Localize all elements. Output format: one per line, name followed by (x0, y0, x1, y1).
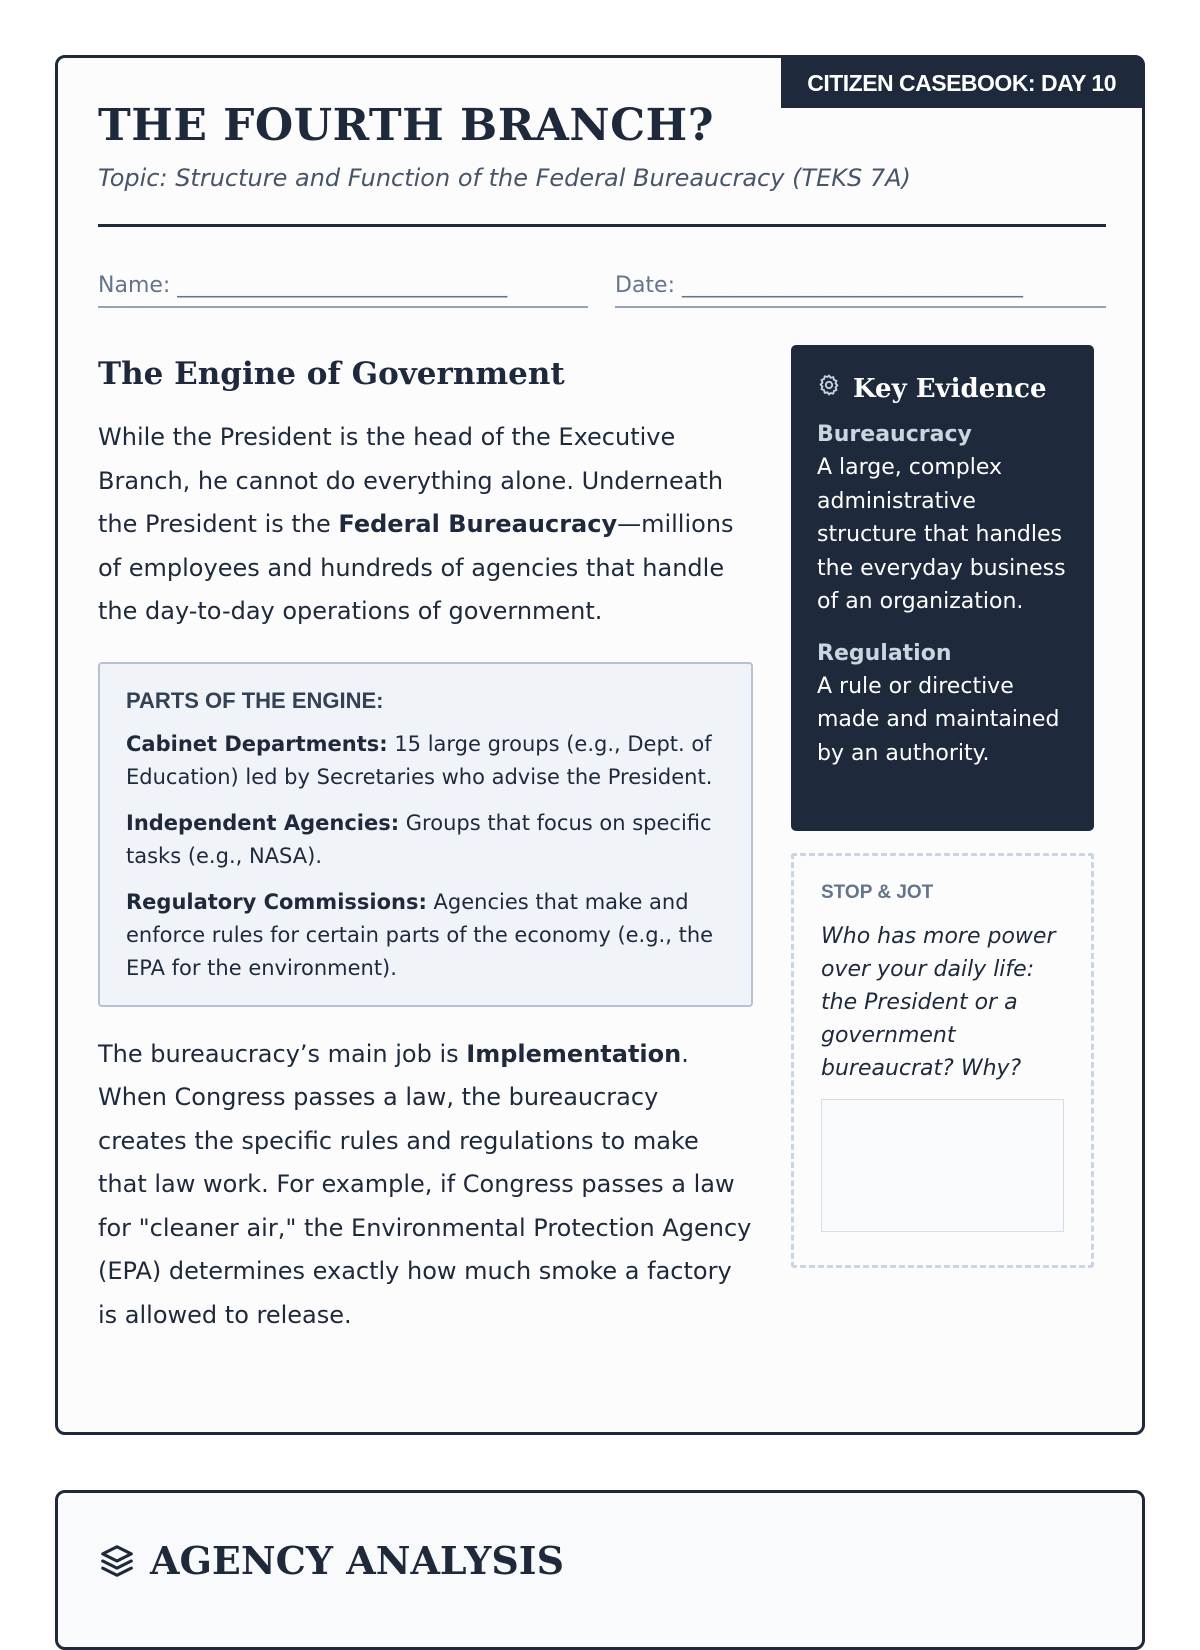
part-term: Independent Agencies: (126, 810, 400, 835)
agency-analysis-card (55, 1490, 1145, 1650)
closing-paragraph (98, 1033, 753, 1338)
layers-icon (98, 1542, 136, 1580)
evidence-definition: A large, complex administrative structure that handles the everyday business of an organization. (817, 455, 1066, 614)
intro-bold-term: Federal Bureaucracy (338, 510, 618, 538)
intro-text-start: While the President is the head of the Executive Branch, he cannot do everything alone. Underneath the President is the (98, 423, 724, 538)
part-item (126, 807, 725, 873)
intro-paragraph (98, 416, 753, 634)
evidence-term: Bureaucracy (817, 422, 972, 447)
gear-icon (817, 373, 841, 404)
part-term: Cabinet Departments: (126, 731, 388, 756)
closing-bold-term: Implementation (466, 1039, 682, 1068)
section-heading: The Engine of Government (98, 356, 565, 392)
casebook-card (55, 55, 1145, 1435)
part-item (126, 728, 725, 794)
evidence-term: Regulation (817, 640, 952, 666)
page-subtitle: Topic: Structure and Function of the Federal Bureaucracy (TEKS 7A) (98, 164, 911, 192)
key-evidence-panel (791, 345, 1094, 831)
answer-field[interactable] (821, 1099, 1064, 1232)
title-divider (98, 224, 1106, 227)
main-column (98, 356, 753, 1337)
stop-and-jot-heading: STOP & JOT (821, 882, 934, 903)
name-field[interactable]: Name: ______________________________ (98, 268, 588, 308)
stop-and-jot-box (791, 853, 1094, 1268)
evidence-definition: A rule or directive made and maintained by an authority. (817, 673, 1060, 766)
part-item (126, 886, 725, 985)
agency-analysis-header (98, 1538, 564, 1583)
key-evidence-title: Key Evidence (853, 373, 1047, 404)
parts-box (98, 662, 753, 1007)
date-field[interactable]: Date: _______________________________ (615, 268, 1106, 308)
closing-text-start: The bureaucracy’s main job is (98, 1039, 467, 1068)
key-evidence-header (817, 373, 1070, 404)
agency-analysis-title: AGENCY ANALYSIS (150, 1538, 565, 1583)
intro-text-end: —millions of employees and hundreds of agencies that handle the day-to-day operations of government. (98, 510, 734, 625)
parts-heading: PARTS OF THE ENGINE: (126, 687, 384, 713)
page-title: THE FOURTH BRANCH? (98, 100, 715, 151)
closing-text-end: . When Congress passes a law, the bureaucracy creates the specific rules and regulations to make that law work. For example, if Congress passes a law for "cleaner air," the Environmental Protection Agency (EPA) determines exactly how much smoke a factory is allowed to release. (98, 1039, 752, 1329)
part-text: Agencies that make and enforce rules for certain parts of the economy (e.g., the EPA for the environment). (126, 889, 714, 980)
day-badge: CITIZEN CASEBOOK: DAY 10 (781, 58, 1142, 108)
part-text: 15 large groups (e.g., Dept. of Education) led by Secretaries who advise the President. (126, 731, 713, 789)
stop-and-jot-question: Who has more power over your daily life: the President or a government bureaucrat? Why? (821, 924, 1056, 1081)
part-term: Regulatory Commissions: (126, 889, 427, 914)
part-text: Groups that focus on specific tasks (e.g., NASA). (126, 810, 712, 868)
